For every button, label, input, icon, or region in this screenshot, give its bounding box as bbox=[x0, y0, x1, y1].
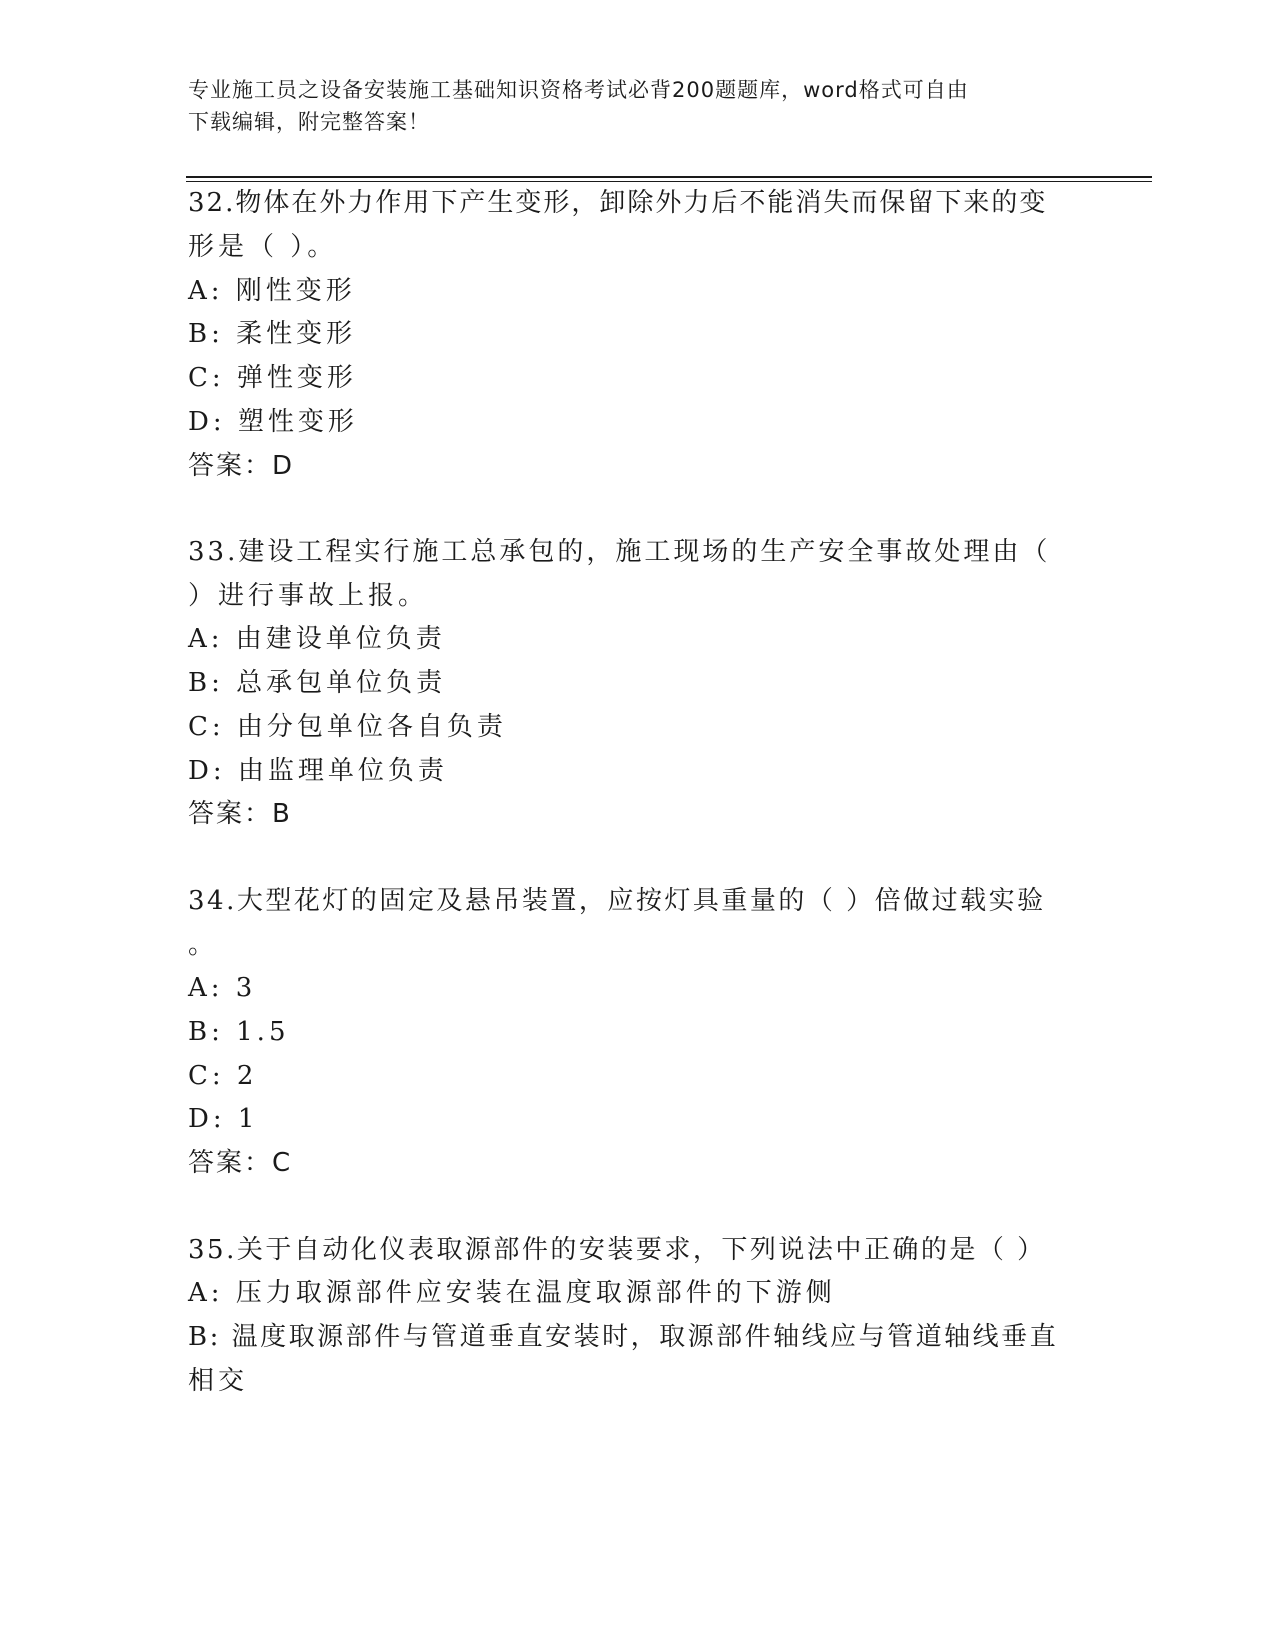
question-34-answer: 答案：C bbox=[188, 1148, 293, 1178]
question-32-stem-line-2: 形是（ ）。 bbox=[188, 232, 338, 262]
question-35-stem-line-1: 35.关于自动化仪表取源部件的安装要求，下列说法中正确的是（ ） bbox=[188, 1235, 1046, 1265]
question-32-option-d: D: 塑性变形 bbox=[188, 407, 358, 437]
question-35-option-a: A: 压力取源部件应安装在温度取源部件的下游侧 bbox=[188, 1278, 836, 1308]
question-32-answer: 答案：D bbox=[188, 451, 295, 481]
question-32-option-a: A: 刚性变形 bbox=[188, 276, 356, 306]
question-34-option-c: C: 2 bbox=[188, 1061, 258, 1091]
question-32-option-b: B: 柔性变形 bbox=[188, 319, 357, 349]
question-35-option-b: B: 温度取源部件与管道垂直安装时，取源部件轴线应与管道轴线垂直 bbox=[188, 1322, 1059, 1352]
question-33-option-a: A: 由建设单位负责 bbox=[188, 624, 446, 654]
question-33-stem-line-1: 33.建设工程实行施工总承包的，施工现场的生产安全事故处理由（ bbox=[188, 537, 1051, 567]
question-35-option-b-continued: 相交 bbox=[188, 1366, 249, 1396]
question-34-stem-line-1: 34.大型花灯的固定及悬吊装置，应按灯具重量的（ ）倍做过载实验 bbox=[188, 886, 1046, 916]
question-34-option-b: B: 1.5 bbox=[188, 1017, 290, 1047]
question-33-option-b: B: 总承包单位负责 bbox=[188, 668, 447, 698]
question-34-stem-line-2: 。 bbox=[188, 930, 219, 960]
header-divider-thin bbox=[186, 181, 1152, 182]
document-header bbox=[188, 74, 1068, 138]
question-34-option-d: D: 1 bbox=[188, 1104, 259, 1134]
header-line-1: 专业施工员之设备安装施工基础知识资格考试必背200题题库，word格式可自由 bbox=[188, 78, 969, 102]
header-divider-thick bbox=[186, 176, 1152, 178]
question-34-option-a: A: 3 bbox=[188, 973, 257, 1003]
question-32-option-c: C: 弹性变形 bbox=[188, 363, 357, 393]
question-32-stem-line-1: 32.物体在外力作用下产生变形，卸除外力后不能消失而保留下来的变 bbox=[188, 188, 1048, 218]
question-33-stem-line-2: ）进行事故上报。 bbox=[188, 581, 429, 611]
question-33-option-c: C: 由分包单位各自负责 bbox=[188, 712, 507, 742]
header-line-2: 下载编辑，附完整答案！ bbox=[188, 110, 430, 134]
question-33-answer: 答案：B bbox=[188, 799, 292, 829]
question-33-option-d: D: 由监理单位负责 bbox=[188, 756, 448, 786]
